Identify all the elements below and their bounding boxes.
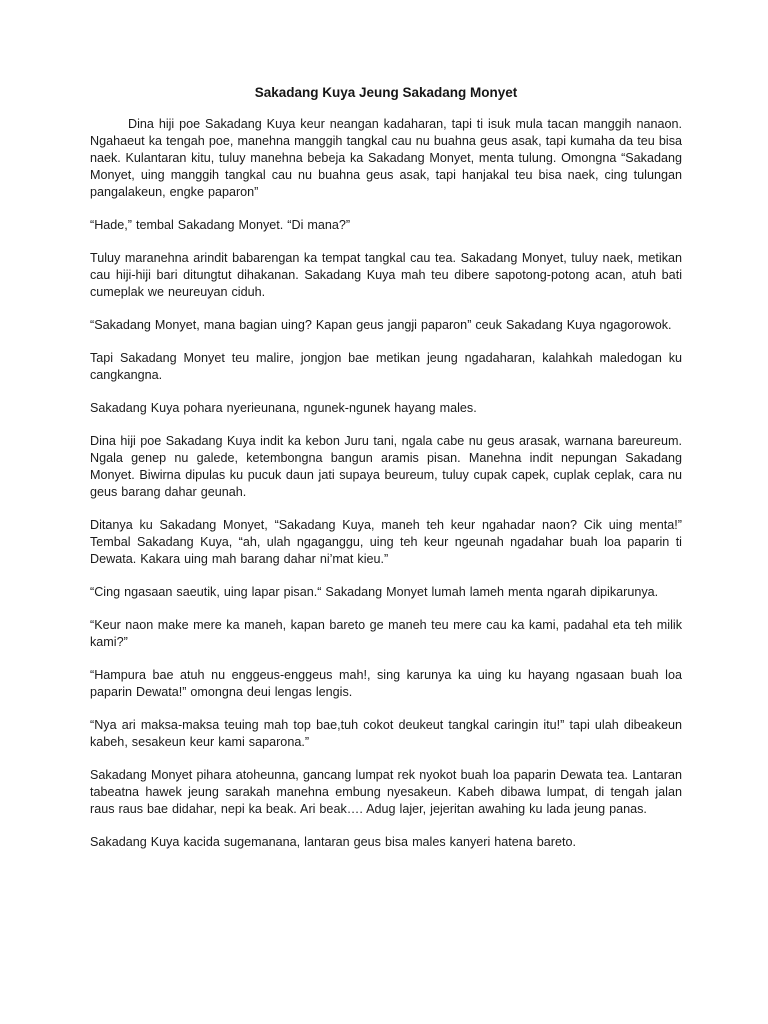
paragraph: Sakadang Monyet pihara atoheunna, gancang lumpat rek nyokot buah loa paparin Dewata tea. Lantaran tabeatna hawek jeung sarakah manehna embung nyesakeun. Kabeh dibawa lumpat, di tengah jalan raus raus bae didahar, nepi ka beak. Ari beak…. Adug lajer, jejeritan awahing ku lada jeung panas. bbox=[90, 768, 682, 816]
paragraph: “Nya ari maksa-maksa teuing mah top bae,tuh cokot deukeut tangkal caringin itu!” tapi ulah dibeakeun kabeh, sesakeun keur kami saparona.” bbox=[90, 718, 682, 749]
paragraph: Sakadang Kuya kacida sugemanana, lantaran geus bisa males kanyeri hatena bareto. bbox=[90, 835, 576, 849]
document-title: Sakadang Kuya Jeung Sakadang Monyet bbox=[254, 85, 518, 100]
paragraph: “Hampura bae atuh nu enggeus-enggeus mah!, sing karunya ka uing ku hayang ngasaan buah loa paparin Dewata!” omongna deui lengas lengis. bbox=[90, 668, 682, 699]
paragraph: Sakadang Kuya pohara nyerieunana, ngunek-ngunek hayang males. bbox=[90, 401, 477, 415]
paragraph: “Sakadang Monyet, mana bagian uing? Kapan geus jangji paparon” ceuk Sakadang Kuya ngagorowok. bbox=[90, 318, 672, 332]
paragraph: “Hade,” tembal Sakadang Monyet. “Di mana?” bbox=[90, 218, 351, 232]
paragraph: Dina hiji poe Sakadang Kuya keur neangan kadaharan, tapi ti isuk mula tacan manggih nanaon. Ngahaeut ka tengah poe, manehna manggih tangkal cau nu buahna geus asak, tapi kumaha da teu bisa naek. Kulantaran kitu, tuluy manehna bebeja ka Sakadang Monyet, menta tulung. Omongna “Sakadang Monyet, uing manggih tangkal cau nu buahna geus asak, tapi hanjakal teu bisa naek, cing tulungan pangalakeun, engke paparon” bbox=[90, 117, 682, 199]
paragraph: Dina hiji poe Sakadang Kuya indit ka kebon Juru tani, ngala cabe nu geus arasak, warnana bareureum. Ngala genep nu galede, ketembongna bangun aramis pisan. Manehna indit nepungan Sakadang Monyet. Biwirna dipulas ku pucuk daun jati supaya beureum, tuluy cupak capek, cuplak ceplak, cara nu geus barang dahar geunah. bbox=[90, 434, 682, 499]
paragraph: Tuluy maranehna arindit babarengan ka tempat tangkal cau tea. Sakadang Monyet, tuluy naek, metikan cau hiji-hiji bari ditungtut dihakanan. Sakadang Kuya mah teu dibere sapotong-potong acan, atuh bati cumeplak we neureuyan ciduh. bbox=[90, 251, 682, 299]
paragraph: “Cing ngasaan saeutik, uing lapar pisan.“ Sakadang Monyet lumah lameh menta ngarah dipikarunya. bbox=[90, 585, 659, 599]
paragraph: Ditanya ku Sakadang Monyet, “Sakadang Kuya, maneh teh keur ngahadar naon? Cik uing menta!” Tembal Sakadang Kuya, “ah, ulah ngaganggu, uing teh keur ngeunah ngadahar buah loa paparin ti Dewata. Kakara uing mah barang dahar ni’mat kieu.” bbox=[90, 518, 682, 566]
paragraph: Tapi Sakadang Monyet teu malire, jongjon bae metikan jeung ngadaharan, kalahkah maledogan ku cangkangna. bbox=[90, 351, 682, 382]
paragraph: “Keur naon make mere ka maneh, kapan bareto ge maneh teu mere cau ka kami, padahal eta teh milik kami?” bbox=[90, 618, 682, 649]
